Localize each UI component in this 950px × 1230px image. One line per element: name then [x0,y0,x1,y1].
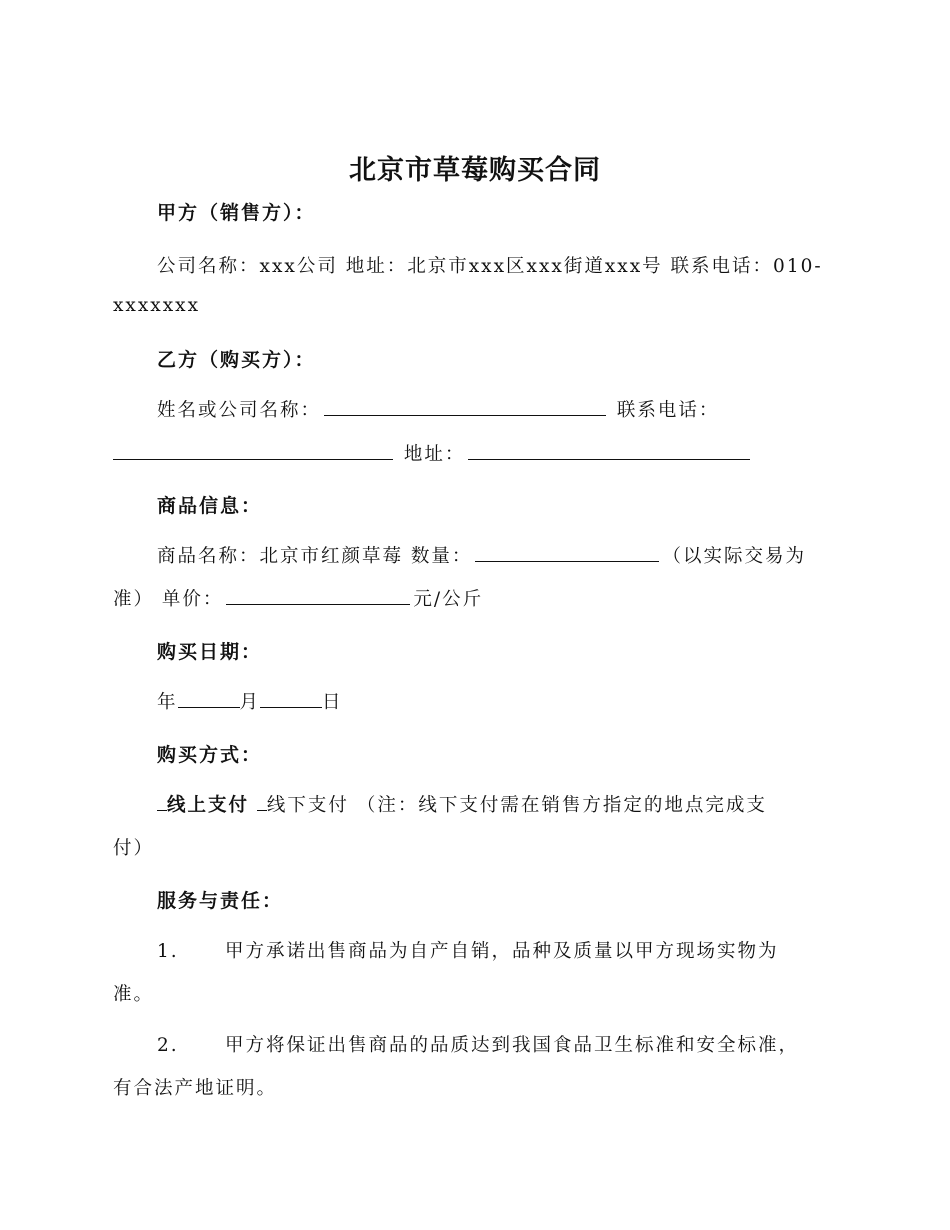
product-name-value: 北京市红颜草莓 [259,546,404,567]
service-heading: 服务与责任： [157,890,284,912]
date-heading: 购买日期： [157,641,263,663]
party-a-heading: 甲方（销售方）： [157,202,316,224]
payment-line-1 [157,791,767,817]
item-text: 甲方承诺出售商品为自产自销，品种及质量以甲方现场实物为 [225,941,779,962]
payment-note: （注：线下支付需在销售方指定的地点完成支 [356,795,767,816]
party-a-info-line-2: xxxxxxx [113,295,201,316]
service-item-2-line-1 [157,1031,799,1057]
online-blank [157,794,167,811]
payment-line-2: 付） [113,838,155,859]
month-label: 月 [239,692,261,713]
name-blank [324,399,606,416]
name-label: 姓名或公司名称： [157,400,322,421]
product-name-label: 商品名称： [157,546,260,567]
company-label: 公司名称： [157,256,260,277]
party-a-info-line-1 [157,252,823,278]
address-value: 北京市xxx区xxx街道xxx号 [407,256,663,277]
phone-label: 联系电话： [670,256,774,277]
service-item-1-line-2: 准。 [113,984,155,1005]
item-number: 1. [157,941,179,962]
day-label: 日 [322,692,343,713]
item-number: 2. [157,1035,179,1056]
payment-heading: 购买方式： [157,744,263,766]
product-line-2 [113,585,483,611]
offline-option: 线下支付 [266,795,349,816]
price-unit: 元/公斤 [413,589,484,610]
party-b-line-1 [157,396,719,422]
phone-value: 010- [773,256,823,277]
address-label: 地址： [345,256,408,277]
address-blank [468,443,750,460]
product-heading: 商品信息： [157,495,263,517]
year-label: 年 [157,692,178,713]
company-value: xxx公司 [259,256,338,277]
service-item-1-line-1 [157,937,779,963]
qty-note: （以实际交易为 [662,546,806,567]
qty-note-end: 准） [113,589,155,610]
day-blank [260,691,322,708]
party-b-address-label: 地址： [403,444,466,465]
phone-blank [113,443,393,460]
page-title: 北京市草莓购买合同 [349,155,601,186]
qty-label: 数量： [410,546,473,567]
month-blank [178,691,240,708]
service-item-2-line-2: 有合法产地证明。 [113,1078,278,1099]
party-b-heading: 乙方（购买方）： [157,349,316,371]
online-option: 线上支付 [167,795,250,816]
offline-blank [257,794,267,811]
qty-blank [475,545,659,562]
price-blank [226,588,410,605]
product-line-1 [157,542,806,568]
party-b-line-2 [113,440,753,466]
party-b-phone-label: 联系电话： [616,400,720,421]
item-text: 甲方将保证出售商品的品质达到我国食品卫生标准和安全标准， [225,1035,800,1056]
date-line [157,688,343,714]
price-label: 单价： [161,589,224,610]
